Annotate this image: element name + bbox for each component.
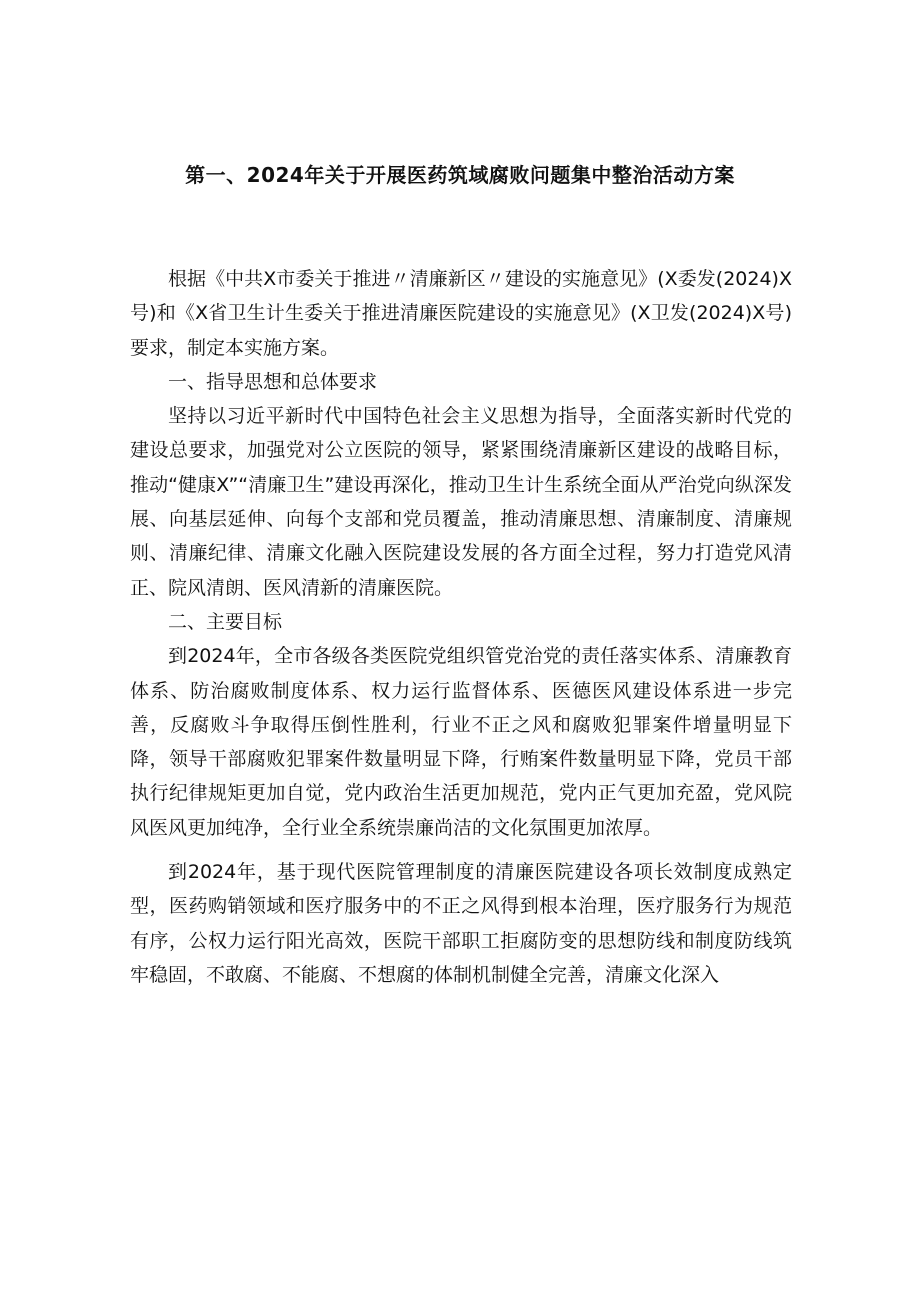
document-title: 第一、2024年关于开展医药筑域腐败问题集中整治活动方案 [185, 163, 735, 187]
section-heading-main-goals: 二、主要目标 [168, 610, 283, 633]
document-body [130, 262, 792, 992]
paragraph-main-goals: 到2024年，全市各级各类医院党组织管党治党的责任落实体系、清廉教育体系、防治腐败制度体系、权力运行监督体系、医德医风建设体系进一步完善，反腐败斗争取得压倒性胜利，行业不正之风和腐败犯罪案件增量明显下降，领导干部腐败犯罪案件数量明显下降，行贿案件数量明显下降，党员干部执行纪律规矩更加自觉，党内政治生活更加规范，党内正气更加充盈，党风院风医风更加纯净，全行业全系统崇廉尚洁的文化氛围更加浓厚。 [130, 645, 792, 839]
section-heading-guiding-principles: 一、指导思想和总体要求 [168, 370, 378, 393]
paragraph-guiding-principles: 坚持以习近平新时代中国特色社会主义思想为指导，全面落实新时代党的建设总要求，加强党对公立医院的领导，紧紧围绕清廉新区建设的战略目标，推动“健康X”“清廉卫生”建设再深化，推动卫生计生系统全面从严治党向纵深发展、向基层延伸、向每个支部和党员覆盖，推动清廉思想、清廉制度、清廉规则、清廉纪律、清廉文化融入医院建设发展的各方面全过程，努力打造党风清正、院风清朗、医风清新的清廉医院。 [130, 405, 792, 599]
paragraph-long-term-goals: 到2024年，基于现代医院管理制度的清廉医院建设各项长效制度成熟定型，医药购销领域和医疗服务中的不正之风得到根本治理，医疗服务行为规范有序，公权力运行阳光高效，医院干部职工拒腐防变的思想防线和制度防线筑牢稳固，不敢腐、不能腐、不想腐的体制机制健全完善，清廉文化深入 [130, 861, 792, 986]
paragraph-intro: 根据《中共X市委关于推进〃清廉新区〃建设的实施意见》(X委发(2024)X号)和《X省卫生计生委关于推进清廉医院建设的实施意见》(X卫发(2024)X号)要求，制定本实施方案。 [130, 268, 792, 359]
